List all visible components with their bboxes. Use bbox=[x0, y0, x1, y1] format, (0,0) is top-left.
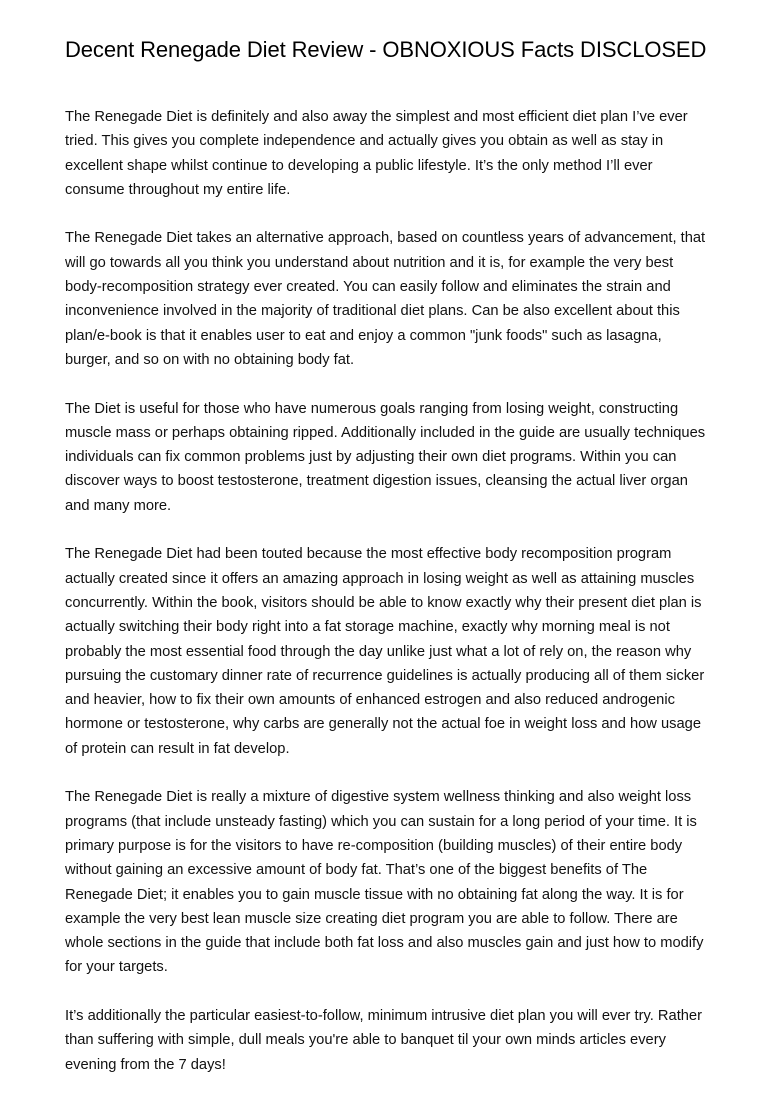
page-title: Decent Renegade Diet Review - OBNOXIOUS Facts DISCLOSED bbox=[65, 37, 707, 62]
paragraph-5: The Renegade Diet is really a mixture of digestive system wellness thinking and also weight loss programs (that include unsteady fasting) which you can sustain for a long period of your time. It is primary purpose is for the visitors to have re-composition (building muscles) of their entire body without gaining an excessive amount of body fat. That’s one of the biggest benefits of The Renegade Diet; it enables you to gain muscle tissue with no obtaining fat along the way. It is for example the very best lean muscle size creating diet program you are able to follow. There are whole sections in the guide that include both fat loss and also muscles gain and just how to modify for your targets. bbox=[65, 789, 704, 976]
paragraph-3: The Diet is useful for those who have numerous goals ranging from losing weight, constructing muscle mass or perhaps obtaining ripped. Additionally included in the guide are usually techniques individuals can fix common problems just by adjusting their own diet programs. Within you can discover ways to boost testosterone, treatment digestion issues, cleansing the actual liver organ and many more. bbox=[65, 400, 706, 514]
paragraph-1: The Renegade Diet is definitely and also away the simplest and most efficient diet plan I’ve ever tried. This gives you complete independence and actually gives you obtain as well as stay in excellent shape whilst continue to developing a public lifestyle. It’s the only method I’ll ever consume throughout my entire life. bbox=[65, 109, 688, 198]
article-body bbox=[65, 105, 710, 1101]
paragraph-2: The Renegade Diet takes an alternative approach, based on countless years of advancement, that will go towards all you think you understand about nutrition and it is, for example the very best body-recomposition strategy ever created. You can easily follow and eliminates the strain and inconvenience involved in the majority of traditional diet plans. Can be also excellent about this plan/e-book is that it enables user to eat and enjoy a common "junk foods" such as lasagna, burger, and so on with no obtaining body fat. bbox=[65, 230, 706, 368]
paragraph-4: The Renegade Diet had been touted because the most effective body recomposition program actually created since it offers an amazing approach in losing weight as well as attaining muscles concurrently. Within the book, visitors should be able to know exactly why their present diet plan is actually switching their body right into a fat storage machine, exactly why morning meal is not probably the most essential food through the day unlike just what a lot of rely on, the reason why pursuing the customary dinner rate of recurrence guidelines is actually producing all of them sicker and heavier, how to fix their own amounts of enhanced estrogen and also reduced androgenic hormone or testosterone, why carbs are generally not the actual foe in weight loss and how usage of protein can result in fat develop. bbox=[65, 546, 705, 757]
paragraph-6: It’s additionally the particular easiest-to-follow, minimum intrusive diet plan you will ever try. Rather than suffering with simple, dull meals you're able to banquet til your own minds articles every evening from the 7 days! bbox=[65, 1007, 702, 1073]
